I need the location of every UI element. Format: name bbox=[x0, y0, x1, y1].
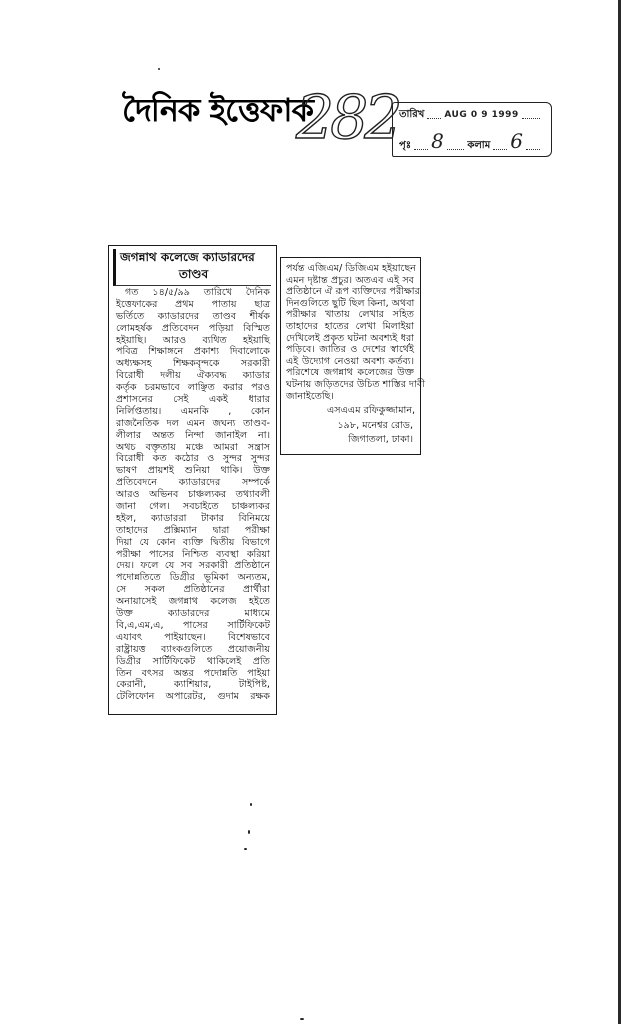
letter-continued-line: পরীক্ষার খাতায় লেখার সহিত bbox=[286, 309, 414, 321]
letter-continued-line: পর্যন্ত এজিএম/ ডিজিএম হইয়াছেন bbox=[286, 263, 416, 274]
letter-continued-line: ঘটনায় জড়িতদের উচিত শাস্তির দাবী bbox=[286, 378, 425, 390]
letter-body-line: দিয়া যে কোন ব্যক্তি দ্বিতীয় বিভাগে bbox=[116, 536, 270, 548]
letter-body-line: ভাষণ প্রায়শই শুনিয়া থাকি। উক্ত bbox=[116, 465, 270, 477]
letter-body-line: তাহাদের প্রক্সিম্যান দ্বারা পরীক্ষা bbox=[116, 524, 270, 536]
letter-body bbox=[116, 287, 270, 703]
letter-body-line: আরও অভিনব চাঞ্চল্যকর তথ্যাবলী bbox=[116, 489, 270, 501]
dot-leader bbox=[526, 149, 540, 150]
scan-speck bbox=[250, 803, 252, 806]
stamp-date-row bbox=[399, 106, 543, 122]
letter-body-line: ডিগ্রীর সার্টিফিকেট থাকিলেই প্রতি bbox=[116, 655, 270, 667]
letter-body-line: অধ্যক্ষসহ শিক্ষকবৃন্দকে সরকারী bbox=[116, 358, 270, 370]
letter-body-line: কর্তৃক চরমভাবে লাঞ্ছিত করার পরও bbox=[116, 382, 270, 394]
stamp-page-label: পৃঃ bbox=[399, 140, 412, 151]
letter-continued-line: পরিশেষে জগন্নাথ কলেজের উক্ত bbox=[286, 367, 414, 379]
letter-body-line: রাষ্ট্রায়ত্ত ব্যাংকগুলিতে প্রয়োজনীয় bbox=[116, 643, 270, 655]
dot-leader bbox=[427, 118, 441, 119]
letter-body-line: অনায়াসেই জগন্নাথ কলেজ হইতে bbox=[116, 596, 270, 608]
letter-body-line: প্রশাসনের সেই একই ধারার bbox=[116, 394, 270, 406]
letter-body-line: এযাবৎ পাইয়াছেন। বিশেষভাবে bbox=[116, 631, 270, 643]
letter-clipping-part-1 bbox=[108, 245, 277, 715]
letter-body-line: পদোন্নতিতে ডিগ্রীর ভূমিকা অন্যতম, bbox=[116, 572, 270, 584]
signature-name: এসএএম রফিকুজ্জামান, bbox=[327, 405, 416, 416]
letter-body-line: প্রতিবেদনে ক্যাডারদের সম্পর্কে bbox=[116, 477, 270, 489]
dot-leader bbox=[414, 149, 428, 150]
scan-speck bbox=[300, 1018, 304, 1020]
letter-continued-line: দেখিলেই প্রকৃত ঘটনা অবশ্যই ধরা bbox=[286, 332, 414, 344]
letter-clipping-part-2 bbox=[280, 257, 425, 455]
letter-body-line: সে সকল প্রতিষ্ঠানের প্রার্থীরা bbox=[116, 584, 270, 596]
letter-body-line: লীলার অন্তত নিন্দা জানাইল না। bbox=[116, 429, 270, 441]
letter-continued-line: তাহাদের হাতের লেখা মিলাইয়া bbox=[286, 320, 414, 332]
scan-edge-line bbox=[618, 0, 621, 1024]
letter-body-line: বিরোধী কত কঠোর ও সুন্দর সুন্দর bbox=[116, 453, 270, 465]
letter-title bbox=[113, 249, 271, 286]
letter-body-line: দেয়। ফলে যে সব সরকারী প্রতিষ্ঠানে bbox=[116, 560, 270, 572]
letter-body-line: বি,এ,এম,এ, পাসের সার্টিফিকেট bbox=[116, 619, 270, 631]
letter-body-line: পরীক্ষা পাসের নিশ্চিত ব্যবস্থা করিয়া bbox=[116, 548, 270, 560]
stamp-column-value: 6 bbox=[510, 129, 523, 153]
letter-body-line: টেলিফোন অপারেটর, গুদাম রক্ষক bbox=[116, 691, 270, 703]
letter-body-line: বিরোধী দলীয় ঐক্যবদ্ধ ক্যাডার bbox=[116, 370, 270, 382]
newspaper-masthead: দৈনিক ইত্তেফাক bbox=[122, 91, 313, 129]
letter-body-line: ভর্তিতে ক্যাডারদের তাণ্ডব শীর্ষক bbox=[116, 310, 270, 322]
stamp-column-label: কলাম bbox=[467, 140, 491, 151]
dot-leader bbox=[493, 149, 507, 150]
signature-address-line: জিগাতলা, ঢাকা। bbox=[348, 434, 413, 445]
letter-body-line: কেরানী, ক্যাশিয়ার, টাইপিষ্ট, bbox=[116, 679, 270, 691]
stamp-date-label: তারিখ bbox=[399, 109, 425, 120]
letter-signature bbox=[327, 404, 416, 448]
letter-continued-line: জানাইতেছি। bbox=[286, 390, 334, 402]
letter-continued-line: প্রতিষ্ঠানে ঐ রূপ ব্যক্তিদের পরীক্ষার bbox=[286, 286, 420, 298]
letter-body-line: ইত্তেফাকের প্রথম পাতায় ছাত্র bbox=[116, 298, 270, 310]
letter-body-line: নির্লিপ্ততায়। এমনকি , কোন bbox=[116, 405, 270, 417]
letter-body-line: উক্ত ক্যাডারদের মাধ্যমে bbox=[116, 608, 270, 620]
letter-body-line: অথচ বক্তৃতায় মঞ্চে আমরা সন্ত্রাস bbox=[116, 441, 270, 453]
letter-continued-line: এমন দৃষ্টান্ত প্রচুর। অতএব এই সব bbox=[286, 274, 414, 286]
letter-body-line: হইয়াছি। আরও ব্যথিত হইয়াছি bbox=[116, 334, 270, 346]
letter-body-line: তিন বৎসর অন্তর পদোন্নতি পাইয়া bbox=[116, 667, 270, 679]
letter-body-line: জানা গেল। সবচাইতে চাঞ্চল্যকর bbox=[116, 501, 270, 513]
letter-body-line: রাজনৈতিক দল এমন জঘন্য তাণ্ডব- bbox=[116, 417, 270, 429]
letter-title-line: তাণ্ডব bbox=[178, 267, 209, 281]
letter-body-line: হইল, ক্যাডাররা টাকার বিনিময়ে bbox=[116, 512, 270, 524]
letter-continued-line: এই উদ্যোগ নেওয়া অবশ্য কর্তব্য। bbox=[286, 355, 414, 367]
stamp-date-value: AUG 0 9 1999 bbox=[444, 110, 519, 120]
letter-title-line: জগন্নাথ কলেজে ক্যাডারদের bbox=[120, 250, 255, 264]
dot-leader bbox=[447, 149, 465, 150]
letter-continued-line: পড়িবে। জাতির ও দেশের স্বার্থেই bbox=[286, 344, 414, 356]
letter-continued-body bbox=[286, 263, 425, 402]
letter-body-line: গত ১৪/৫/৯৯ তারিখে দৈনিক bbox=[125, 287, 270, 298]
dot-leader bbox=[522, 118, 540, 119]
scan-speck bbox=[244, 848, 247, 850]
scan-speck bbox=[158, 68, 160, 70]
letter-body-line: লোমহর্ষক প্রতিবেদন পড়িয়া বিস্মিত bbox=[116, 322, 270, 334]
scan-speck bbox=[248, 830, 250, 834]
handwritten-archive-number: 282 bbox=[296, 83, 399, 153]
letter-body-line: পবিত্র শিক্ষাঙ্গনে প্রকাশ্য দিবালোকে bbox=[116, 346, 270, 358]
stamp-page-value: 8 bbox=[431, 129, 444, 153]
signature-address-line: ১৯৮, মনেশ্বর রোড, bbox=[337, 419, 413, 431]
stamp-page-row bbox=[399, 127, 543, 153]
letter-continued-line: দিনগুলিতে ছুটি ছিল কিনা, অথবা bbox=[286, 297, 415, 309]
archive-stamp bbox=[392, 102, 552, 157]
